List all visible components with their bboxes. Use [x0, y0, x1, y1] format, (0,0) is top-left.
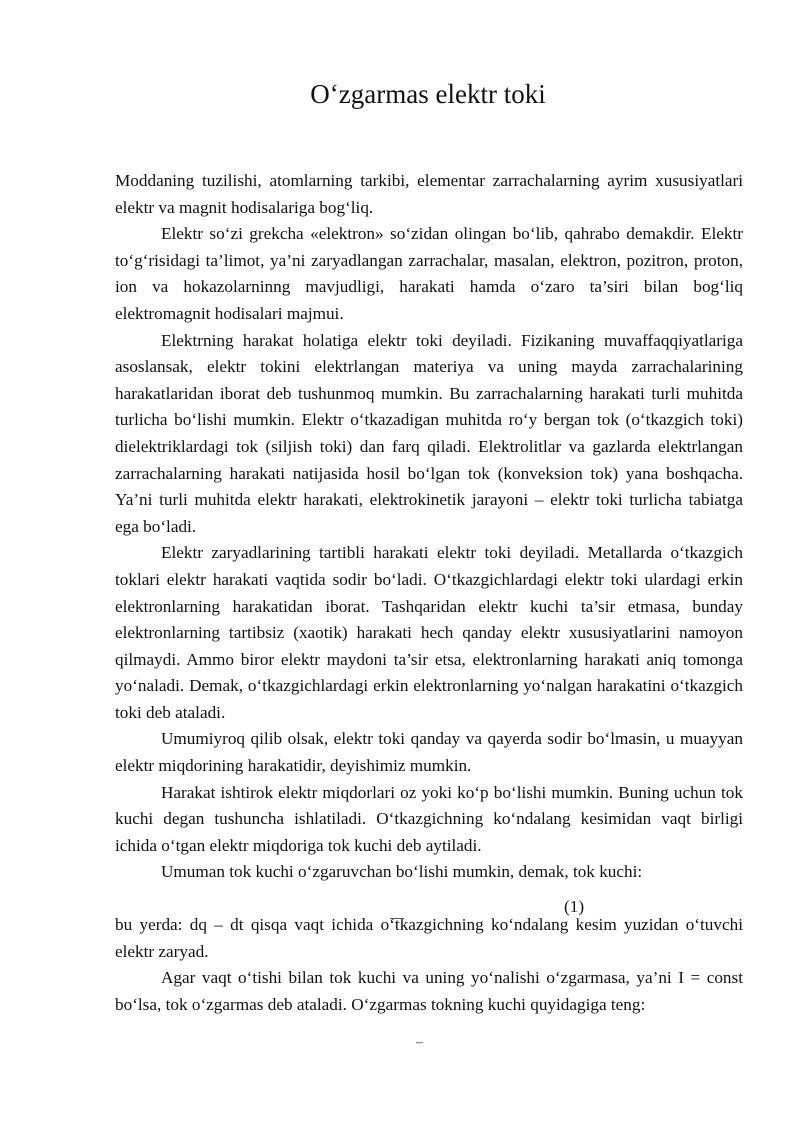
equation-space [115, 886, 743, 912]
document-title: O‘zgarmas elektr toki [310, 79, 546, 109]
paragraph-elektr-word: Elektr so‘zi grekcha «elektron» so‘zidan olingan bo‘lib, qahrabo demakdir. Elektr to‘g‘risidagi ta’limot, ya’ni zaryadlangan zarrachalar, masalan, elektron, pozitron, proton, ion va hokazolarninng mavjudligi, harakati hamda o‘zaro ta’siri bilan bog‘liq elektromagnit hodisalari majmui. [115, 224, 743, 323]
equation-fraction-line [390, 918, 404, 919]
paragraph-elektr-toki: Elektrning harakat holatiga elektr toki deyiladi. Fizikaning muvaffaqqiyatlariga asoslansak, elektr tokini elektrlangan materiya va uning mayda zarrachalarining harakatlaridan iborat deb tushunmoq mumkin. Bu zarrachalarning harakati turli muhitda turlicha bo‘lishi mumkin. Elektr o‘tkazadigan muhitda ro‘y bergan tok (o‘tkazgich toki) dielektriklardagi tok (siljish toki) dan farq qiladi. Elektrolitlar va gazlarda elektrlangan zarrachalarning harakati natijasida hosil bo‘lgan tok (konveksion tok) yana boshqacha. Ya’ni turli muhitda elektr harakati, elektrokinetik jarayoni – elektr toki turlicha tabiatga ega bo‘ladi. [115, 330, 743, 536]
paragraph-ozgaruvchan: Umuman tok kuchi o‘zgaruvchan bo‘lishi mumkin, demak, tok kuchi: [161, 862, 643, 882]
paragraph-ozgarmas: Agar vaqt o‘tishi bilan tok kuchi va uning yo‘nalishi o‘zgarmasa, ya’ni I = const bo‘lsa, tok o‘zgarmas deb ataladi. O‘zgarmas tokning kuchi quyidagiga teng: [115, 968, 743, 1014]
document-body [115, 168, 743, 1018]
paragraph-zaryadlar: Elektr zaryadlarining tartibli harakati elektr toki deyiladi. Metallarda o‘tkazgich toklari elektr harakati vaqtida sodir bo‘ladi. O‘tkazgichlardagi elektr toki ulardagi erkin elektronlarning harakatidan iborat. Tashqaridan elektr kuchi ta’sir etmasa, bunday elektronlarning tartibsiz (xaotik) harakati hech qanday elektr xususiyatlarini namoyon qilmaydi. Ammo biror elektr maydoni ta’sir etsa, elektronlarning harakati aniq tomonga yo‘naladi. Demak, o‘tkazgichlardagi erkin elektronlarning yo‘nalgan harakatini o‘tkazgich toki deb ataladi. [115, 543, 743, 722]
equation-dash: – [416, 1035, 423, 1050]
paragraph-tok-kuchi: Harakat ishtirok elektr miqdorlari oz yoki ko‘p bo‘lishi mumkin. Buning uchun tok kuchi degan tushuncha ishlatiladi. O‘tkazgichning ko‘ndalang kesimidan vaqt birligi ichida o‘tgan elektr miqdoriga tok kuchi deb aytiladi. [115, 782, 743, 855]
paragraph-intro: Moddaning tuzilishi, atomlarning tarkibi, elementar zarrachalarning ayrim xususiyatlari elektr va magnit hodisalariga bog‘liq. [115, 171, 743, 217]
paragraph-umumiyroq: Umumiyroq qilib olsak, elektr toki qanday va qayerda sodir bo‘lmasin, u muayyan elektr miqdorining harakatidir, deyishimiz mumkin. [115, 729, 743, 776]
equation-number: (1) [564, 897, 585, 916]
paragraph-bu-yerda: bu yerda: dq – dt qisqa vaqt ichida o‘tkazgichning ko‘ndalang kesim yuzidan o‘tuvchi elektr zaryad. [115, 915, 743, 961]
